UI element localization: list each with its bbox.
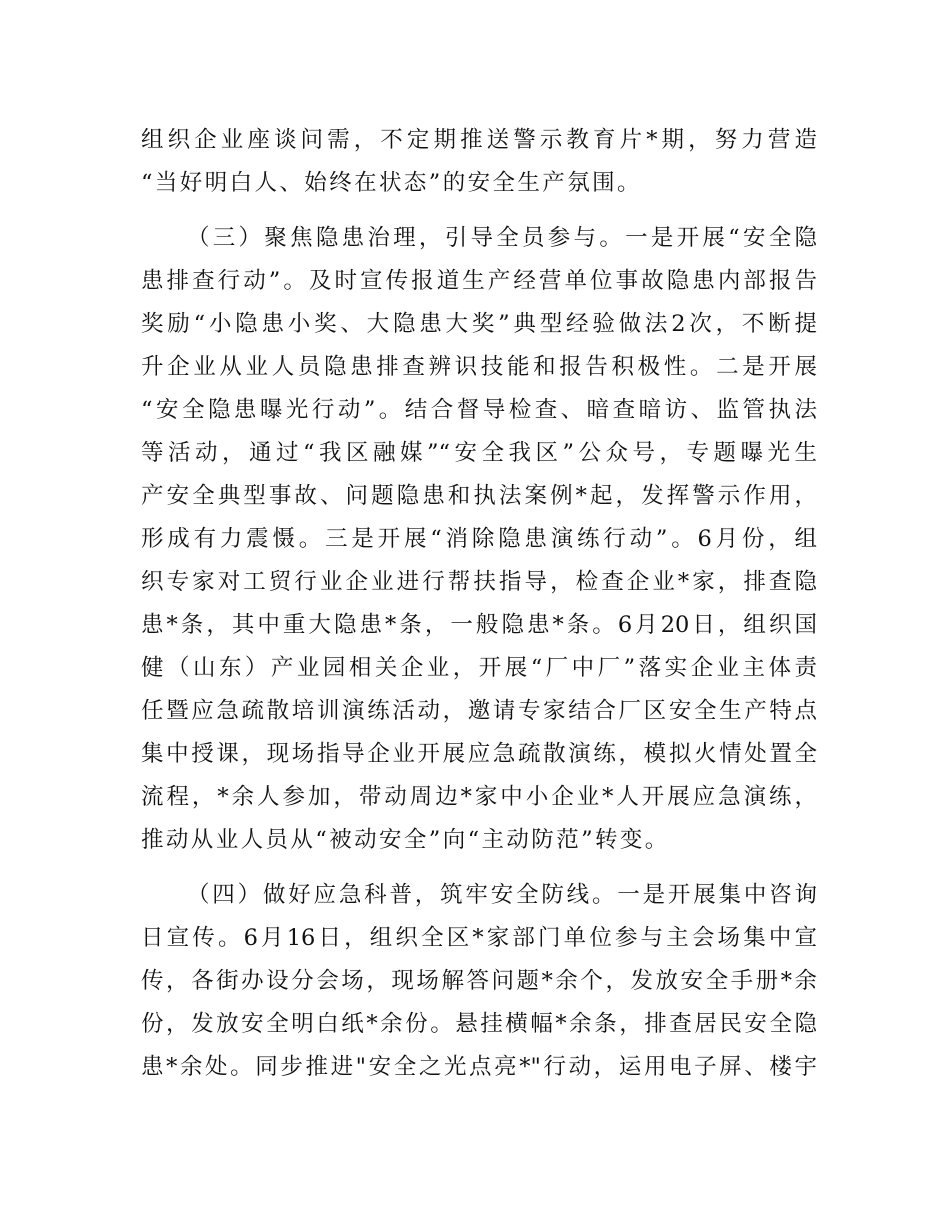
paragraph-line: 升企业从业人员隐患排查辨识技能和报告积极性。二是开展 [141, 354, 817, 380]
paragraph-line: “安全隐患曝光行动”。结合督导检查、暗查暗访、监管执法 [141, 397, 817, 423]
paragraph-line: “当好明白人、始终在状态”的安全生产氛围。 [141, 170, 642, 196]
paragraph-line: 患*条，其中重大隐患*条，一般隐患*条。6月20日，组织国 [141, 612, 817, 638]
paragraph-line: 流程，*余人参加，带动周边*家中小企业*人开展应急演练， [141, 784, 817, 810]
paragraph-line: 患排查行动”。及时宣传报道生产经营单位事故隐患内部报告 [141, 268, 817, 294]
paragraph-line: 织专家对工贸行业企业进行帮扶指导，检查企业*家，排查隐 [141, 569, 817, 595]
paragraph-line: 日宣传。6月16日，组织全区*家部门单位参与主会场集中宣 [141, 925, 817, 951]
paragraph-line: 任暨应急疏散培训演练活动，邀请专家结合厂区安全生产特点 [141, 698, 817, 724]
paragraph-line: 奖励“小隐患小奖、大隐患大奖”典型经验做法2次，不断提 [141, 311, 817, 337]
paragraph-line: 形成有力震慑。三是开展“消除隐患演练行动”。6月份，组 [141, 526, 817, 552]
paragraph-line: 产安全典型事故、问题隐患和执法案例*起，发挥警示作用， [141, 483, 817, 509]
paragraph-line: 健（山东）产业园相关企业，开展“厂中厂”落实企业主体责 [141, 655, 817, 681]
paragraph-line: 集中授课，现场指导企业开展应急疏散演练，模拟火情处置全 [141, 741, 817, 767]
paragraph-line: （三）聚焦隐患治理，引导全员参与。一是开展“安全隐 [187, 225, 817, 251]
paragraph-line: 患*余处。同步推进"安全之光点亮*"行动，运用电子屏、楼宇 [141, 1054, 817, 1080]
paragraph-line: 等活动，通过“我区融媒”“安全我区”公众号，专题曝光生 [141, 440, 817, 466]
paragraph-line: 组织企业座谈问需，不定期推送警示教育片*期，努力营造 [141, 127, 817, 153]
paragraph-line: 推动从业人员从“被动安全”向“主动防范”转变。 [141, 827, 670, 853]
paragraph-line: 份，发放安全明白纸*余份。悬挂横幅*余条，排查居民安全隐 [141, 1011, 817, 1037]
paragraph-line: （四）做好应急科普，筑牢安全防线。一是开展集中咨询 [187, 882, 817, 908]
paragraph-line: 传，各街办设分会场，现场解答问题*余个，发放安全手册*余 [141, 968, 817, 994]
